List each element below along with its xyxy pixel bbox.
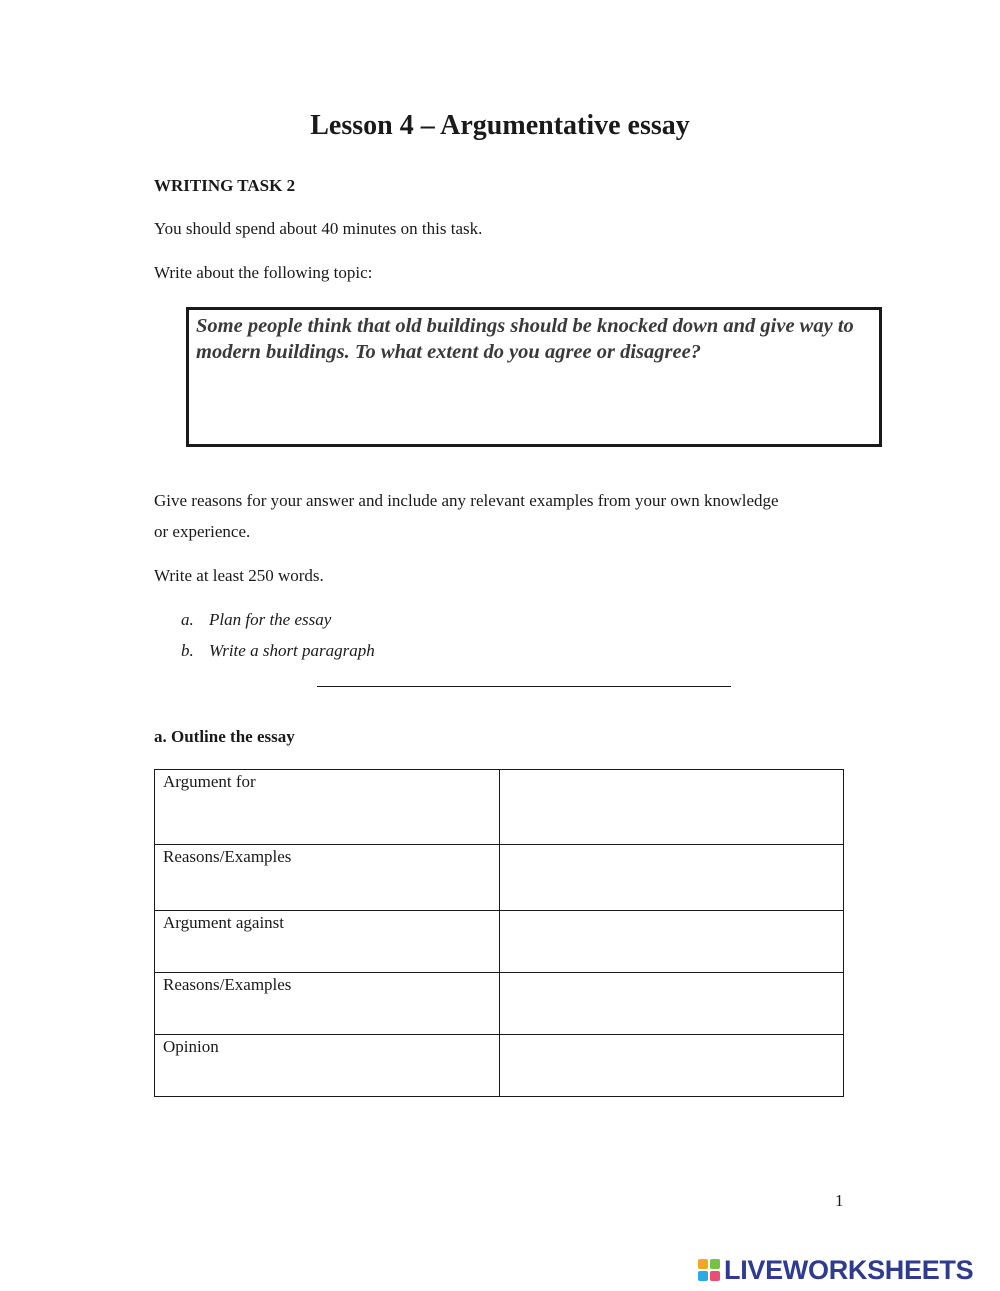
brand-wordmark: LIVEWORKSHEETS bbox=[724, 1254, 974, 1285]
list-item bbox=[181, 641, 375, 661]
list-item-text: Write a short paragraph bbox=[209, 641, 375, 660]
outline-row-label: Opinion bbox=[155, 1035, 500, 1097]
task-heading: WRITING TASK 2 bbox=[154, 176, 296, 195]
liveworksheets-brand bbox=[698, 1255, 973, 1285]
outline-table bbox=[154, 769, 844, 1097]
list-marker: b. bbox=[181, 641, 194, 660]
outline-answer-cell[interactable] bbox=[500, 1035, 844, 1097]
page-title: Lesson 4 – Argumentative essay bbox=[310, 110, 690, 141]
logo-tile-i bbox=[710, 1259, 720, 1269]
outline-row-label: Reasons/Examples bbox=[155, 845, 500, 911]
table-row bbox=[155, 770, 844, 845]
outline-answer-cell[interactable] bbox=[500, 770, 844, 845]
essay-prompt-box bbox=[186, 307, 882, 447]
page-number: 1 bbox=[835, 1191, 844, 1210]
reasons-instruction-line-2: or experience. bbox=[154, 522, 251, 541]
topic-instruction: Write about the following topic: bbox=[154, 263, 373, 282]
table-row bbox=[155, 973, 844, 1035]
logo-tile-e bbox=[710, 1271, 720, 1281]
reasons-instruction-line-1: Give reasons for your answer and include any relevant examples from your own knowledge bbox=[154, 491, 779, 510]
outline-answer-cell[interactable] bbox=[500, 845, 844, 911]
table-row bbox=[155, 911, 844, 973]
outline-answer-cell[interactable] bbox=[500, 973, 844, 1035]
outline-heading: a. Outline the essay bbox=[154, 727, 295, 746]
table-row bbox=[155, 1035, 844, 1097]
outline-row-label: Reasons/Examples bbox=[155, 973, 500, 1035]
liveworksheets-logo-icon bbox=[698, 1259, 720, 1281]
word-count-instruction: Write at least 250 words. bbox=[154, 566, 324, 585]
outline-answer-cell[interactable] bbox=[500, 911, 844, 973]
divider-line bbox=[317, 686, 731, 687]
outline-row-label: Argument against bbox=[155, 911, 500, 973]
logo-tile-l bbox=[698, 1259, 708, 1269]
list-marker: a. bbox=[181, 610, 194, 629]
essay-prompt-line-1: Some people think that old buildings should be knocked down and give way to bbox=[196, 315, 854, 337]
list-item bbox=[181, 610, 331, 630]
essay-prompt-line-2: modern buildings. To what extent do you agree or disagree? bbox=[196, 341, 701, 363]
logo-tile-v bbox=[698, 1271, 708, 1281]
time-instruction: You should spend about 40 minutes on this task. bbox=[154, 219, 483, 238]
table-row bbox=[155, 845, 844, 911]
outline-row-label: Argument for bbox=[155, 770, 500, 845]
list-item-text: Plan for the essay bbox=[209, 610, 332, 629]
